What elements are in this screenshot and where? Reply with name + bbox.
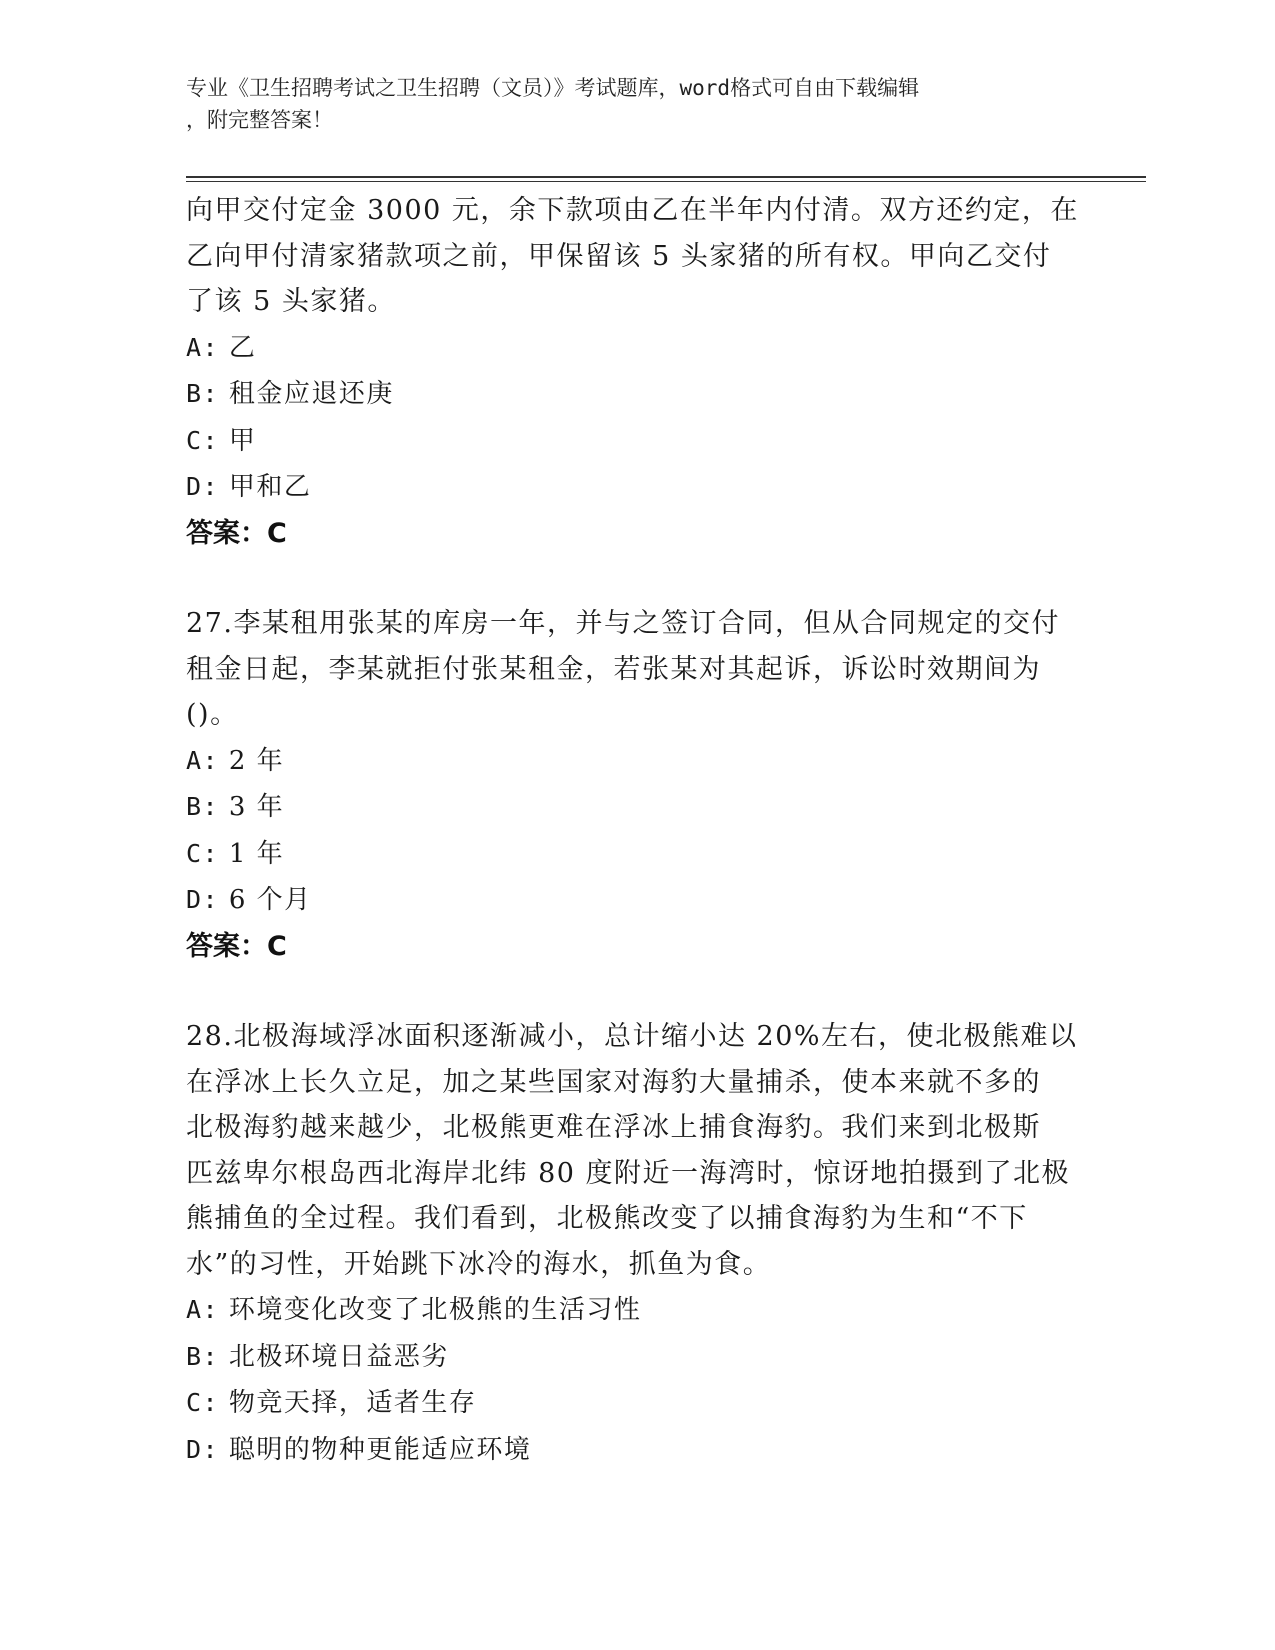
question-text	[186, 1014, 1078, 1287]
option-c	[186, 1380, 1066, 1427]
option-key: C:	[186, 838, 220, 868]
question-27	[186, 601, 1066, 969]
option-a	[186, 738, 1066, 785]
option-text: 环境变化改变了北极熊的生活习性	[228, 1295, 642, 1325]
option-c	[186, 831, 1066, 878]
header-divider-thick	[186, 176, 1146, 178]
option-b	[186, 371, 1066, 418]
option-b	[186, 1334, 1066, 1381]
answer-label: 答案：C	[186, 517, 287, 549]
question-line: 匹兹卑尔根岛西北海岸北纬 80 度附近一海湾时，惊讶地拍摄到了北极	[186, 1157, 1071, 1189]
question-line: 向甲交付定金 3000 元，余下款项由乙在半年内付清。双方还约定，在	[186, 195, 1079, 226]
option-key: D:	[186, 1434, 220, 1464]
question-line: 27.李某租用张某的库房一年，并与之签订合同，但从合同规定的交付	[186, 608, 1060, 639]
option-a	[186, 1287, 1066, 1334]
question-text	[186, 601, 1066, 738]
option-b	[186, 784, 1066, 831]
option-c	[186, 418, 1066, 465]
option-text: 甲	[228, 425, 257, 456]
option-key: B:	[186, 792, 220, 821]
option-key: D:	[186, 885, 220, 914]
option-text: 北极环境日益恶劣	[228, 1341, 449, 1372]
question-line: 28.北极海域浮冰面积逐渐减小，总计缩小达 20%左右，使北极熊难以	[186, 1021, 1078, 1052]
option-text: 1 年	[228, 838, 285, 869]
option-text: 3 年	[228, 792, 285, 822]
option-d	[186, 1427, 1066, 1474]
option-key: C:	[186, 1388, 220, 1417]
option-key: A:	[186, 332, 220, 362]
spacer	[186, 969, 1066, 1014]
option-text: 物竞天择，适者生存	[228, 1388, 477, 1418]
question-text	[186, 188, 1079, 325]
option-key: D:	[186, 472, 220, 501]
option-text: 聪明的物种更能适应环境	[228, 1434, 532, 1465]
question-line: 乙向甲付清家猪款项之前，甲保留该 5 头家猪的所有权。甲向乙交付	[186, 240, 1052, 272]
question-list	[186, 188, 1079, 1473]
question-line: 租金日起，李某就拒付张某租金，若张某对其起诉，诉讼时效期间为	[186, 653, 1041, 685]
option-key: C:	[186, 425, 220, 455]
option-d	[186, 877, 1066, 924]
option-d	[186, 464, 1066, 511]
question-line: 在浮冰上长久立足，加之某些国家对海豹大量捕杀，使本来就不多的	[186, 1066, 1041, 1098]
answer-label: 答案：C	[186, 930, 287, 962]
header-title-line-1: 专业《卫生招聘考试之卫生招聘（文员）》考试题库，word格式可自由下载编辑	[186, 76, 920, 100]
option-text: 2 年	[228, 745, 285, 776]
option-text: 甲和乙	[228, 472, 312, 502]
option-key: A:	[186, 745, 220, 775]
option-text: 6 个月	[228, 885, 312, 915]
option-text: 租金应退还庚	[228, 379, 394, 409]
question-line: 北极海豹越来越少，北极熊更难在浮冰上捕食海豹。我们来到北极斯	[186, 1112, 1041, 1143]
page-header	[186, 72, 1066, 136]
question-26	[186, 188, 1079, 556]
header-title-line-2: ，附完整答案！	[186, 108, 333, 132]
option-a	[186, 325, 1066, 372]
question-line: ()。	[186, 699, 239, 730]
question-line: 熊捕鱼的全过程。我们看到，北极熊改变了以捕食海豹为生和“不下	[186, 1203, 1028, 1234]
option-key: B:	[186, 1341, 220, 1371]
option-key: A:	[186, 1295, 220, 1324]
question-line: 水”的习性，开始跳下冰冷的海水，抓鱼为食。	[186, 1248, 772, 1280]
option-text: 乙	[228, 332, 257, 363]
question-28	[186, 1014, 1078, 1473]
question-line: 了该 5 头家猪。	[186, 286, 396, 317]
header-divider-thin	[186, 181, 1146, 182]
option-key: B:	[186, 379, 220, 408]
spacer	[186, 556, 1066, 601]
